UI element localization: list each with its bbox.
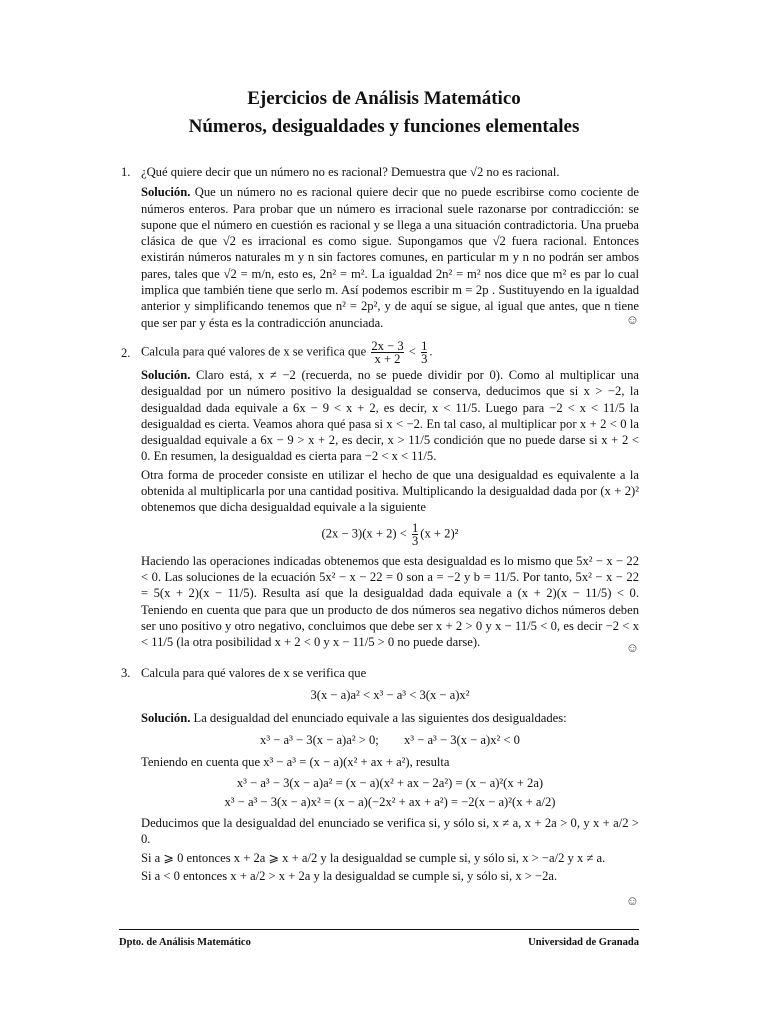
solution-paragraph: Haciendo las operaciones indicadas obtenemos que esta desigualdad es lo mismo que 5x² − x − 22 < 0. Las soluciones de la ecuación 5x² − x − 22 = 0 son a = −2 y b = 11/5. Por tanto, 5x² − x − 22 = 5(x + 2)(x − 11/5). Resulta así que la desigualdad dada equivale a (x + 2)(x − 11/5) < 0. Teniendo en cuenta que para que un producto de dos números sea negativo dichos números deben ser uno positivo y otro negativo, concluimos que debe ser x + 2 > 0 y x − 11/5 < 0, es decir −2 < x < 11/5 (la otra posibilidad x + 2 < 0 y x − 11/5 > 0 no puede darse). — [141, 553, 639, 650]
fraction — [412, 522, 418, 547]
qed-smiley-icon: ☺ — [625, 312, 639, 327]
footer-rule — [119, 929, 639, 930]
fraction — [371, 340, 403, 365]
less-than: < — [408, 344, 416, 359]
solution-label: Solución. — [141, 185, 191, 200]
exercise-2 — [121, 339, 639, 655]
solution-paragraph: Teniendo en cuenta que x³ − a³ = (x − a)(x² + ax + a²), resulta — [141, 755, 450, 770]
displayed-equation: 3(x − a)a² < x³ − a³ < 3(x − a)x² — [310, 688, 470, 703]
exercise-number: 1. — [121, 165, 131, 179]
exercise-solution — [141, 710, 639, 726]
solution-paragraph: Otra forma de proceder consiste en utilizar el hecho de que una desigualdad es equivalente a la obtenida al multiplicarla por una cantidad positiva. Multiplicando la desigualdad dada por (x + 2)² obtenemos que dicha desigualdad equivale a la siguiente — [141, 467, 639, 515]
equation-left: (2x − 3)(x + 2) < — [321, 526, 407, 541]
document-title: Ejercicios de Análisis Matemático — [247, 88, 521, 109]
solution-paragraph: Deducimos que la desigualdad del enunciado se verifica si, y sólo si, x ≠ a, x + 2a > 0, y x + a/2 > 0. — [141, 816, 639, 847]
exercise-number: 2. — [121, 346, 131, 360]
document-subtitle: Números, desigualdades y funciones elementales — [188, 116, 580, 137]
fraction-numerator: 2x − 3 — [371, 339, 404, 353]
solution-paragraph: Si a ⩾ 0 entonces x + 2a ⩾ x + a/2 y la desigualdad se cumple si, y sólo si, x > −a/2 y x ≠ a. — [141, 850, 606, 865]
fraction-denominator: 3 — [412, 533, 419, 548]
exercise-1 — [121, 164, 639, 331]
solution-label: Solución. — [141, 368, 191, 382]
fraction — [421, 340, 427, 365]
exercise-question — [141, 340, 639, 365]
qed-smiley-icon: ☺ — [625, 893, 639, 908]
fraction-denominator: 3 — [421, 352, 428, 366]
equation-right: (x + 2)² — [420, 526, 459, 541]
exercise-number: 3. — [121, 666, 131, 680]
qed-smiley-icon: ☺ — [625, 640, 639, 655]
footer-department: Dpto. de Análisis Matemático — [119, 937, 251, 948]
fraction-denominator: x + 2 — [371, 352, 403, 365]
solution-text: Que un número no es racional quiere decir que no puede escribirse como cociente de números enteros. Para probar que un número es irracional suele razonarse por contradicción: se supone que el número en cuestión es racional y se llega a una situación contradictoria. Una prueba clásica de que √2 es irracional es como sigue. Supongamos que √2 fuera racional. Entonces existirán números naturales m y n sin factores comunes, en particular m y n no podrán ser ambos pares, tales que √2 = m/n, esto es, 2n² = m². La igualdad 2n² = m² nos dice que m² es par lo cual implica que también tiene que serlo m. Así podemos escribir m = 2p . Sustituyendo en la igualdad anterior y simplificando tenemos que n² = 2p², y de aquí se sigue, al igual que antes, que n tiene que ser par y ésta es la contradicción anunciada. — [141, 185, 639, 330]
displayed-equation: x³ − a³ − 3(x − a)a² > 0; x³ − a³ − 3(x − a)x² < 0 — [260, 732, 520, 747]
footer-university: Universidad de Granada — [528, 937, 639, 948]
exercise-solution — [141, 367, 639, 465]
exercise-question: ¿Qué quiere decir que un número no es racional? Demuestra que √2 no es racional. — [141, 165, 560, 179]
exercise-question: Calcula para qué valores de x se verifica que — [141, 666, 367, 680]
displayed-equation: x³ − a³ − 3(x − a)a² = (x − a)(x² + ax − 2a²) = (x − a)²(x + 2a) — [236, 776, 544, 791]
displayed-equation — [141, 522, 639, 547]
fraction-numerator: 1 — [421, 339, 428, 353]
exercise-solution — [141, 184, 639, 331]
solution-paragraph: Si a < 0 entonces x + a/2 > x + 2a y la desigualdad se cumple si, y sólo si, x > −2a. — [141, 868, 558, 883]
question-text: Calcula para qué valores de x se verifica que — [141, 344, 367, 359]
question-end: . — [429, 344, 433, 359]
solution-text: La desigualdad del enunciado equivale a las siguientes dos desigualdades: — [193, 710, 567, 725]
solution-label: Solución. — [141, 710, 191, 725]
fraction-numerator: 1 — [412, 520, 419, 535]
solution-text: Claro está, x ≠ −2 (recuerda, no se puede dividir por 0). Como al multiplicar una desigualdad por un número positivo la desigualdad se conserva, deducimos que si x > −2, la desigualdad dada equivale a 6x − 9 < x + 2, es decir, x < 11/5. Luego para −2 < x < 11/5 la desigualdad es cierta. Veamos ahora qué pasa si x < −2. En tal caso, al multiplicar por x + 2 < 0 la desigualdad equivale a 6x − 9 > x + 2, es decir, x > 11/5 condición que no puede darse si x + 2 < 0. En resumen, la desigualdad es cierta para −2 < x < 11/5. — [141, 368, 639, 464]
exercise-3 — [121, 665, 639, 908]
displayed-equation: x³ − a³ − 3(x − a)x² = (x − a)(−2x² + ax + a²) = −2(x − a)²(x + a/2) — [224, 794, 556, 809]
